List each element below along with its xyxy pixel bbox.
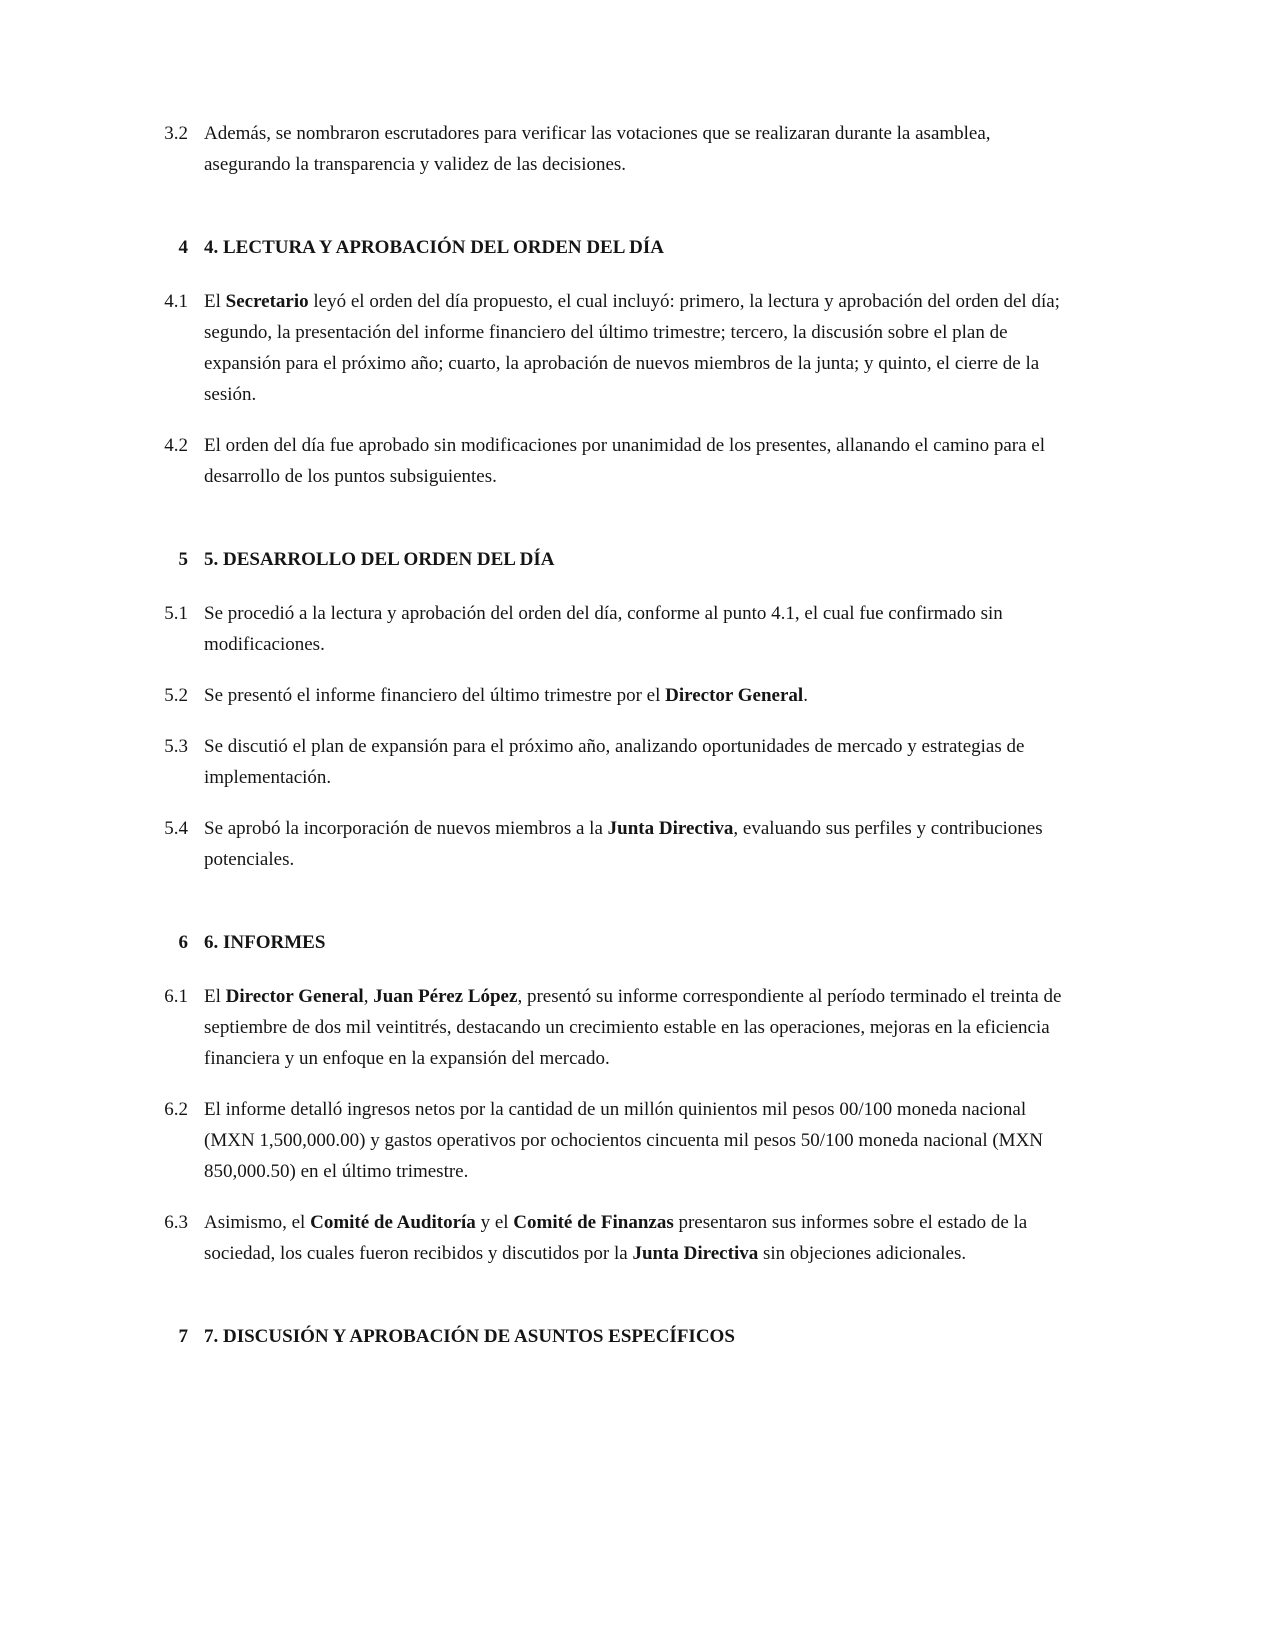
text-run: El — [204, 291, 226, 312]
paragraph-text — [204, 118, 1076, 180]
bold-run: Comité de Finanzas — [513, 1212, 674, 1233]
text-run: Asimismo, el — [204, 1212, 311, 1233]
text-run: Además, se nombraron escrutadores para verificar las votaciones que se realizaran durante la asamblea, asegurando la transparencia y validez de las decisiones. — [204, 123, 991, 175]
numbered-paragraph — [150, 286, 1080, 410]
section-number: 6 — [178, 932, 188, 953]
bold-run: Junta Directiva — [632, 1243, 759, 1264]
bold-run: Secretario — [225, 291, 309, 312]
item-number: 4.2 — [164, 435, 188, 456]
section-number: 4 — [178, 237, 188, 258]
item-number: 5.3 — [164, 736, 188, 757]
numbered-paragraph — [150, 1094, 1080, 1187]
text-run: leyó el orden del día propuesto, el cual incluyó: primero, la lectura y aprobación del orden del día; segundo, la presentación del informe financiero del último trimestre; tercero, la discusión sobre el plan de expansión para el próximo año; cuarto, la aprobación de nuevos miembros de la junta; y quinto, el cierre de la sesión. — [204, 291, 1060, 405]
paragraph-text — [204, 598, 1076, 660]
bold-run: 7. DISCUSIÓN Y APROBACIÓN DE ASUNTOS ESPECÍFICOS — [204, 1326, 735, 1347]
item-number: 4.1 — [164, 291, 188, 312]
bold-run: Junta Directiva — [607, 818, 734, 839]
text-run: El — [204, 986, 226, 1007]
item-number: 5.4 — [164, 818, 188, 839]
bold-run: 6. INFORMES — [204, 932, 326, 953]
paragraph-text — [204, 1207, 1076, 1269]
text-run: , presentó su informe correspondiente al período terminado el treinta de septiembre de dos mil veintitrés, destacando un crecimiento estable en las operaciones, mejoras en la eficiencia financiera y un enfoque en la expansión del mercado. — [204, 986, 1062, 1069]
text-run: sin objeciones adicionales. — [758, 1243, 967, 1264]
numbered-paragraph — [150, 1207, 1080, 1269]
item-number: 5.2 — [164, 685, 188, 706]
section-heading — [150, 1321, 1080, 1352]
bold-run: Director General — [665, 685, 804, 706]
bold-run: 5. DESARROLLO DEL ORDEN DEL DÍA — [204, 549, 555, 570]
section-number: 7 — [178, 1326, 188, 1347]
text-run: El informe detalló ingresos netos por la cantidad de un millón quinientos mil pesos 00/100 moneda nacional (MXN 1,500,000.00) y gastos operativos por ochocientos cincuenta mil pesos 50/100 moneda nacional (MXN 850,000.50) en el último trimestre. — [204, 1099, 1044, 1182]
section-heading — [150, 927, 1080, 958]
numbered-paragraph — [150, 813, 1080, 875]
text-run: , evaluando sus perfiles y contribuciones potenciales. — [204, 818, 1043, 870]
numbered-paragraph — [150, 118, 1080, 180]
paragraph-text — [204, 731, 1076, 793]
heading-text — [204, 544, 1076, 575]
paragraph-text — [204, 680, 1076, 711]
paragraph-text — [204, 286, 1076, 410]
text-run: Se procedió a la lectura y aprobación del orden del día, conforme al punto 4.1, el cual fue confirmado sin modificaciones. — [204, 603, 1003, 655]
document-blocks — [150, 118, 1080, 1375]
text-run: Se presentó el informe financiero del último trimestre por el — [204, 685, 666, 706]
paragraph-text — [204, 813, 1076, 875]
text-run: Se aprobó la incorporación de nuevos miembros a la — [204, 818, 608, 839]
text-run: Se discutió el plan de expansión para el próximo año, analizando oportunidades de mercado y estrategias de implementación. — [204, 736, 1025, 788]
text-run: . — [803, 685, 808, 706]
text-run: El orden del día fue aprobado sin modificaciones por unanimidad de los presentes, allanando el camino para el desarrollo de los puntos subsiguientes. — [204, 435, 1045, 487]
numbered-paragraph — [150, 680, 1080, 711]
paragraph-text — [204, 1094, 1076, 1187]
bold-run: 4. LECTURA Y APROBACIÓN DEL ORDEN DEL DÍA — [204, 237, 664, 258]
item-number: 6.3 — [164, 1212, 188, 1233]
text-run: presentaron sus informes sobre el estado de la sociedad, los cuales fueron recibidos y discutidos por la — [204, 1212, 1028, 1264]
heading-text — [204, 1321, 1076, 1352]
bold-run: Director General — [225, 986, 364, 1007]
item-number: 3.2 — [164, 123, 188, 144]
numbered-paragraph — [150, 598, 1080, 660]
text-run: y el — [475, 1212, 514, 1233]
item-number: 6.1 — [164, 986, 188, 1007]
numbered-paragraph — [150, 981, 1080, 1074]
heading-text — [204, 232, 1076, 263]
paragraph-text — [204, 430, 1076, 492]
bold-run: Comité de Auditoría — [310, 1212, 476, 1233]
section-heading — [150, 544, 1080, 575]
numbered-paragraph — [150, 731, 1080, 793]
numbered-paragraph — [150, 430, 1080, 492]
item-number: 5.1 — [164, 603, 188, 624]
text-run: , — [363, 986, 374, 1007]
item-number: 6.2 — [164, 1099, 188, 1120]
section-number: 5 — [178, 549, 188, 570]
paragraph-text — [204, 981, 1076, 1074]
section-heading — [150, 232, 1080, 263]
heading-text — [204, 927, 1076, 958]
bold-run: Juan Pérez López — [373, 986, 518, 1007]
